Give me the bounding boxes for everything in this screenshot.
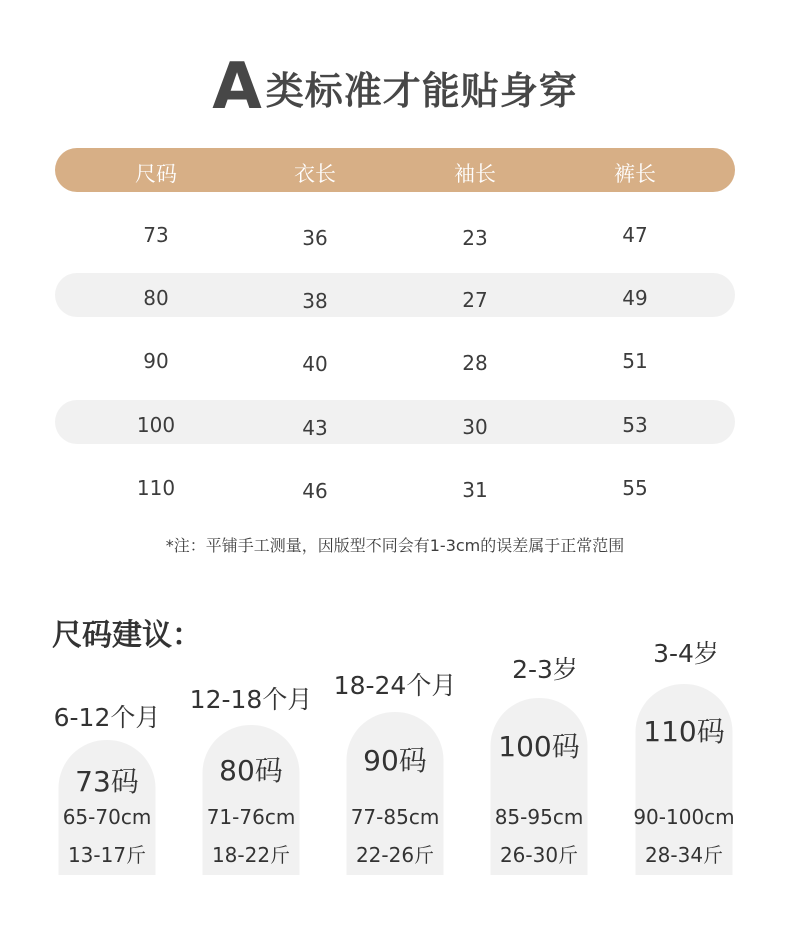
size-suggestion-title: 尺码建议： <box>52 618 202 653</box>
cell-size: 73 <box>143 223 169 247</box>
card-size: 90码 <box>363 744 427 777</box>
table-row <box>55 402 735 446</box>
card-height: 77-85cm <box>350 805 440 829</box>
card-age: 2-3岁 <box>512 655 578 684</box>
header-size: 尺码 <box>135 162 177 186</box>
title-letter: A <box>212 50 262 124</box>
cell-sleeve: 27 <box>462 288 488 312</box>
page-title <box>0 52 790 122</box>
size-table-header <box>55 148 735 192</box>
card-height: 65-70cm <box>62 805 152 829</box>
cell-length: 46 <box>302 479 328 503</box>
card-age: 18-24个月 <box>333 671 457 700</box>
card-age: 3-4岁 <box>653 639 719 668</box>
card-weight: 18-22斤 <box>211 843 291 867</box>
cell-sleeve: 30 <box>462 415 488 439</box>
card-age: 12-18个月 <box>189 685 313 714</box>
cell-sleeve: 23 <box>462 226 488 250</box>
cell-size: 90 <box>143 349 169 373</box>
cell-sleeve: 28 <box>462 351 488 375</box>
card-size: 80码 <box>219 754 283 787</box>
card-height: 90-100cm <box>633 805 735 829</box>
cell-pants: 53 <box>622 413 648 437</box>
table-row <box>55 275 735 319</box>
cell-length: 43 <box>302 416 328 440</box>
cell-length: 38 <box>302 289 328 313</box>
cell-size: 80 <box>143 286 169 310</box>
header-pants: 裤长 <box>614 162 656 186</box>
measurement-note: *注：平铺手工测量，因版型不同会有1-3cm的误差属于正常范围 <box>165 536 625 555</box>
card-size: 73码 <box>75 765 139 798</box>
cell-sleeve: 31 <box>462 478 488 502</box>
title-text: 类标准才能贴身穿 <box>265 68 578 113</box>
cell-pants: 49 <box>622 286 648 310</box>
card-size: 100码 <box>498 730 580 763</box>
table-row <box>55 212 735 256</box>
card-weight: 26-30斤 <box>499 843 579 867</box>
cell-length: 36 <box>302 226 328 250</box>
cell-length: 40 <box>302 352 328 376</box>
header-sleeve: 袖长 <box>454 162 496 186</box>
cell-pants: 51 <box>622 349 648 373</box>
card-size: 110码 <box>643 715 725 748</box>
card-weight: 22-26斤 <box>355 843 435 867</box>
card-height: 85-95cm <box>494 805 584 829</box>
cell-size: 110 <box>136 476 176 500</box>
table-row <box>55 338 735 382</box>
header-length: 衣长 <box>294 162 336 186</box>
table-row <box>55 465 735 509</box>
card-weight: 13-17斤 <box>67 843 147 867</box>
cell-size: 100 <box>136 413 176 437</box>
cell-pants: 55 <box>622 476 648 500</box>
card-weight: 28-34斤 <box>644 843 724 867</box>
card-height: 71-76cm <box>206 805 296 829</box>
cell-pants: 47 <box>622 223 648 247</box>
card-age: 6-12个月 <box>53 703 161 732</box>
